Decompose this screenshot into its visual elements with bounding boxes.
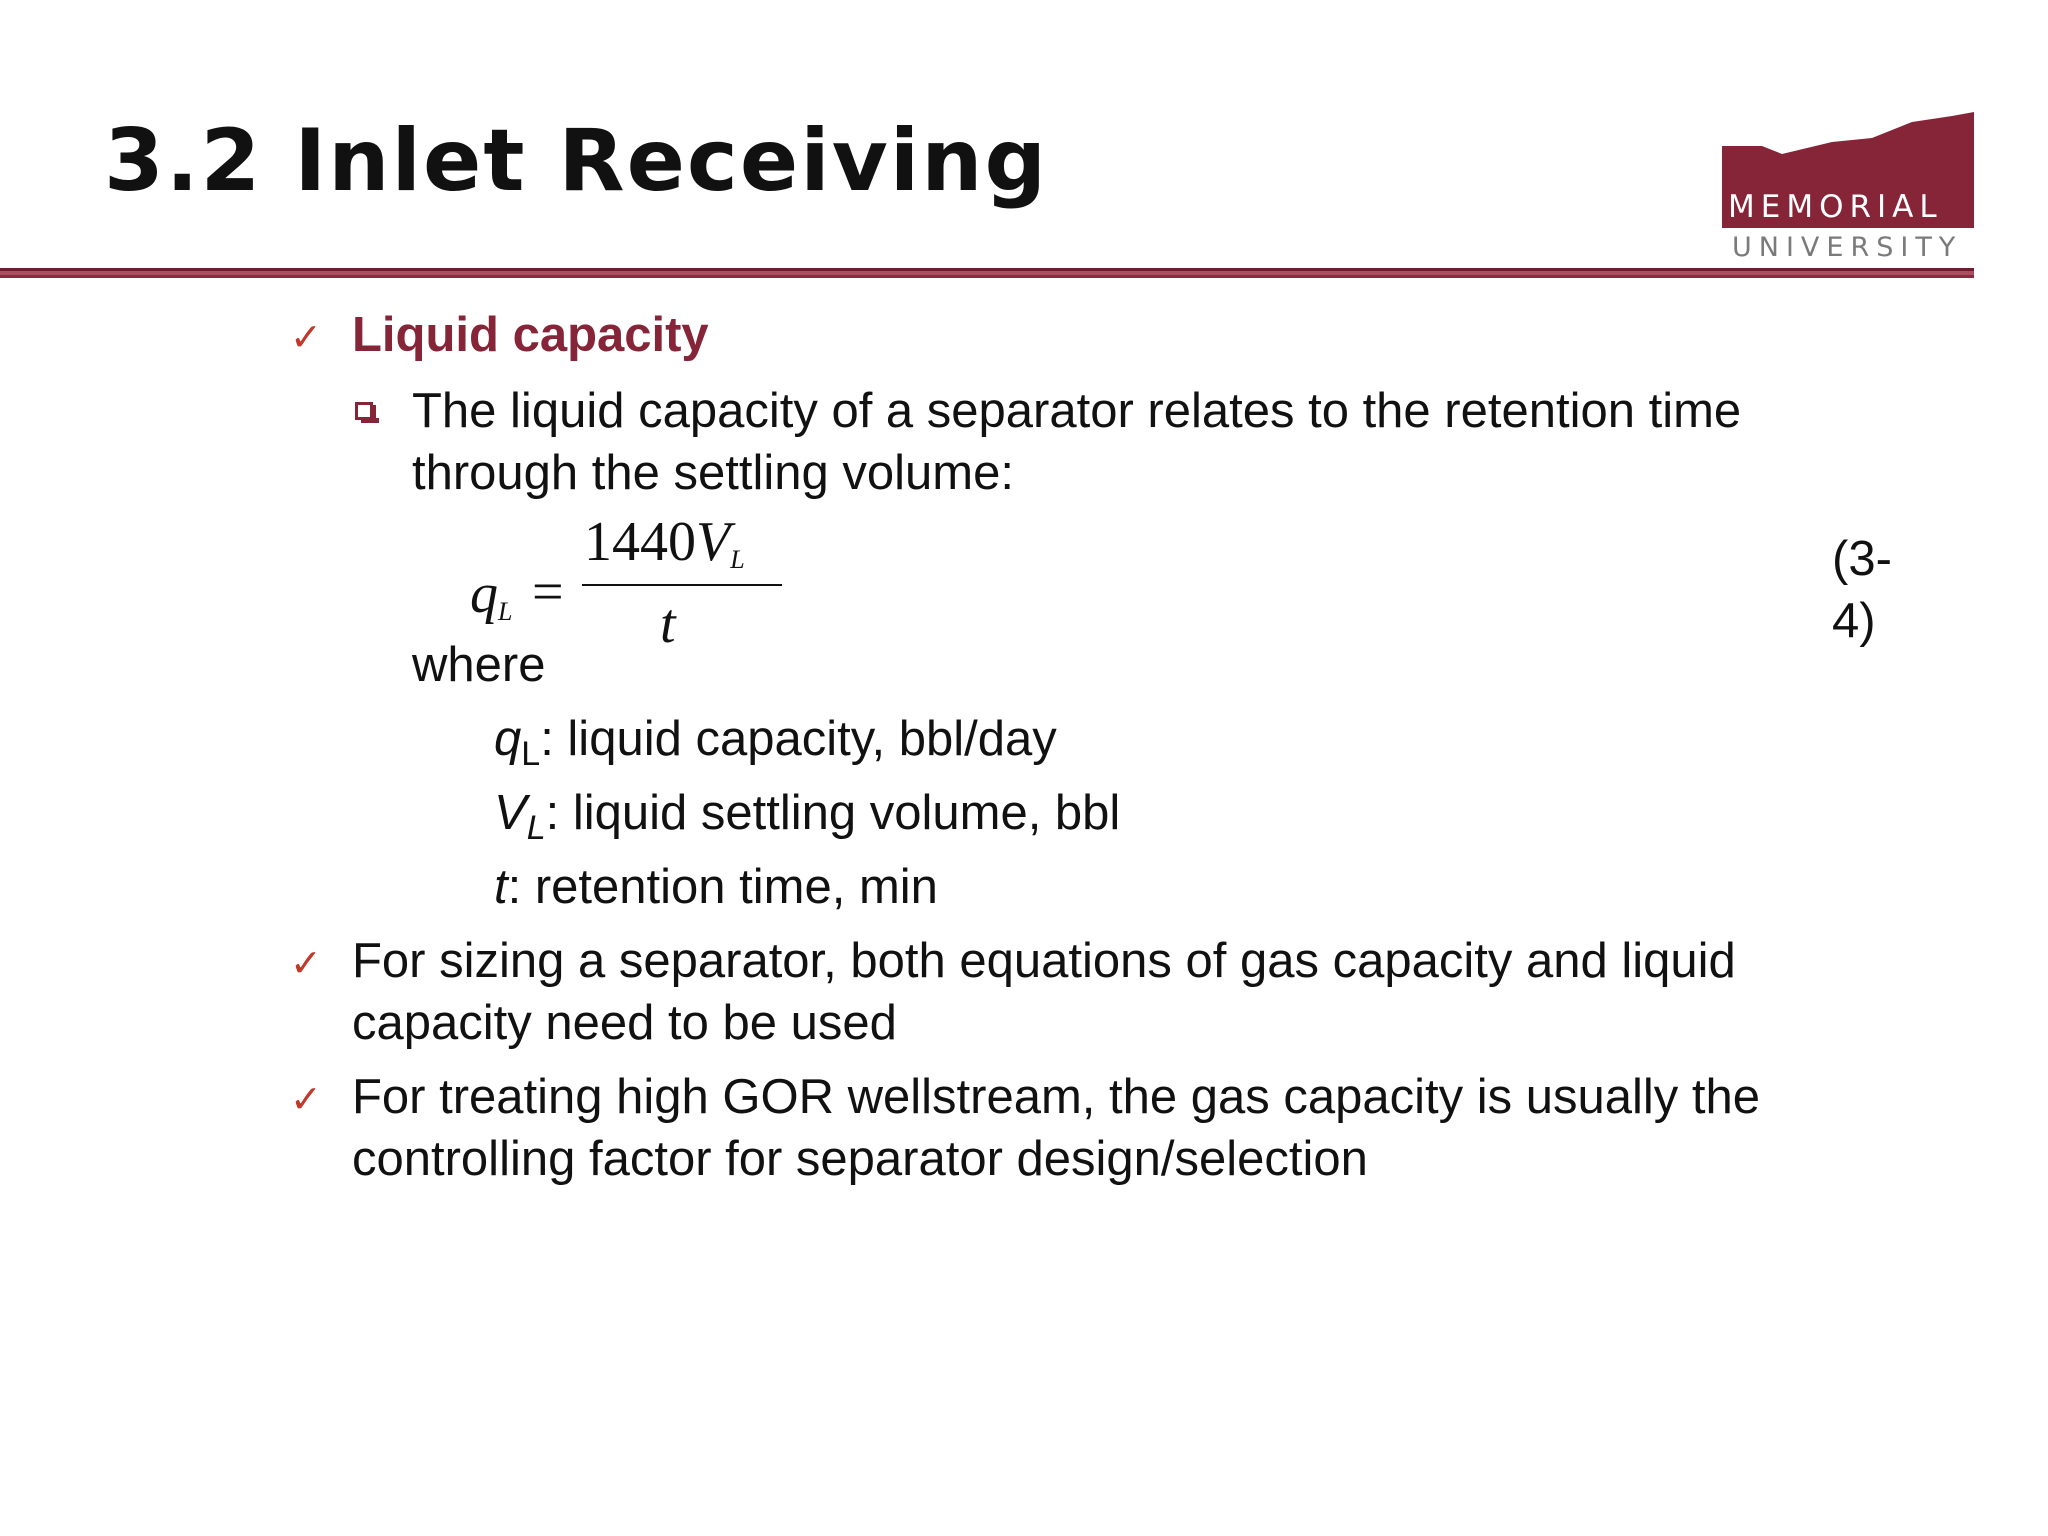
definition-v-l: $V_L$: liquid settling volume, bbl (494, 786, 1121, 847)
square-bullet-icon (355, 402, 373, 420)
logo-text-memorial: MEMORIAL (1728, 189, 1943, 225)
check-icon: ✓ (290, 1077, 322, 1121)
section-heading: Liquid capacity (352, 308, 709, 362)
memorial-university-logo (1722, 108, 1974, 268)
equation-equals: = (532, 561, 564, 623)
slide-title: 3.2 Inlet Receiving (104, 111, 1049, 211)
equation-numerator: $1440V_L$ (584, 511, 745, 574)
check-icon: ✓ (290, 315, 322, 359)
equation-lhs: $q_L$ (470, 563, 513, 626)
bullet-2-line-2: capacity need to be used (352, 996, 897, 1050)
sub-bullet-line-1: The liquid capacity of a separator relates to the retention time (412, 384, 1742, 438)
bullet-2-line-1: For sizing a separator, both equations of gas capacity and liquid (352, 934, 1736, 988)
definition-q-l: $q_L$: liquid capacity, bbl/day (494, 712, 1057, 773)
bullet-3-line-2: controlling factor for separator design/selection (352, 1132, 1368, 1186)
where-label: where (412, 638, 546, 692)
fraction-bar (582, 584, 782, 586)
bullet-3-line-1: For treating high GOR wellstream, the gas capacity is usually the (352, 1070, 1761, 1124)
header-divider (0, 268, 1974, 278)
logo-text-university: UNIVERSITY (1732, 232, 1963, 263)
equation-denominator: t (660, 593, 676, 655)
definition-t: t: retention time, min (494, 860, 938, 914)
sub-bullet-line-2: through the settling volume: (412, 446, 1014, 500)
check-icon: ✓ (290, 941, 322, 985)
equation-number: (3-4) (1832, 532, 1892, 648)
